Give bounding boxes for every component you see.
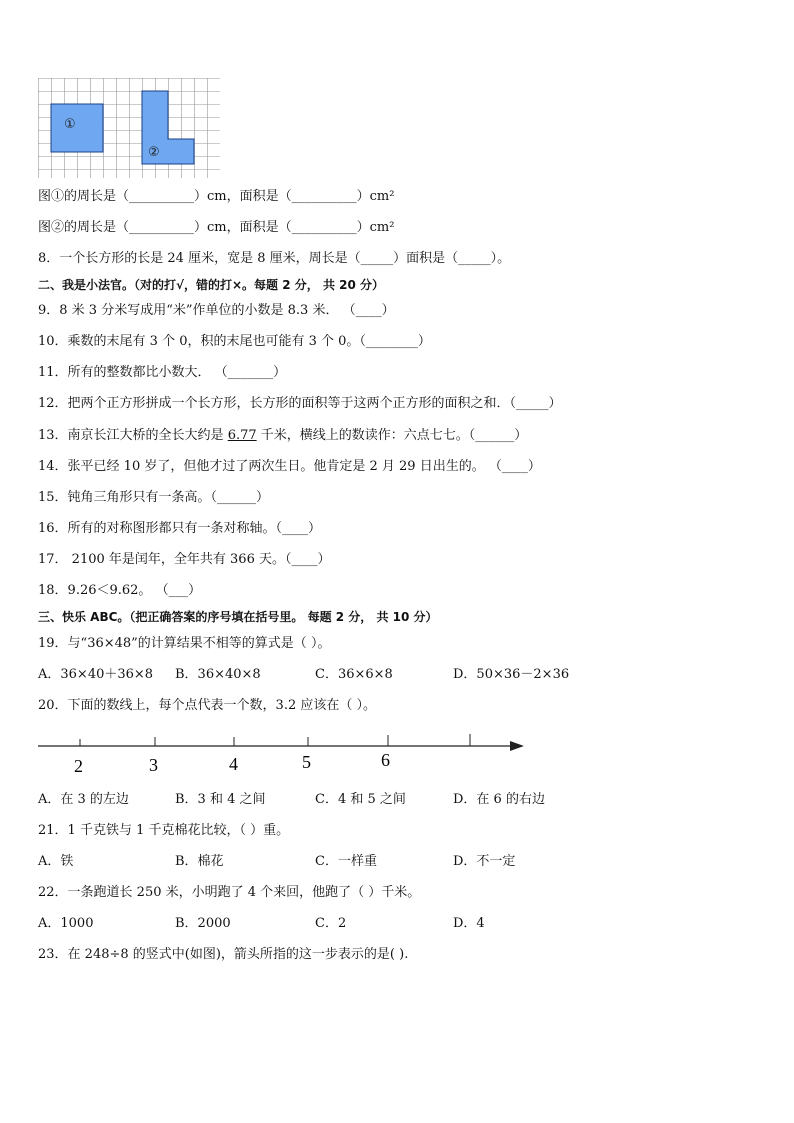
grid-figure: [38, 78, 220, 178]
q20-option-d: D．在 6 的右边: [453, 792, 545, 807]
q19-option-d: D．50×36－2×36: [453, 667, 570, 682]
label-2: 2: [74, 756, 83, 776]
question-9: 9．8 米 3 分米写成用“米”作单位的小数是 8.3 米． （____）: [38, 303, 395, 318]
question-18: 18．9.26＜9.62。 （___）: [38, 583, 202, 598]
question-19: 19．与“36×48”的计算结果不相等的算式是（ ）。: [38, 636, 331, 651]
section-2-heading: 二、我是小法官。（对的打√，错的打×。每题 2 分， 共 20 分）: [38, 278, 384, 292]
q21-option-b: B．棉花: [175, 854, 224, 869]
section-3-heading: 三、快乐 ABC。（把正确答案的序号填在括号里。 每题 2 分， 共 10 分）: [38, 610, 438, 624]
figure2-question: 图②的周长是（__________）cm，面积是（__________）cm²: [38, 220, 395, 235]
label-6: 6: [381, 750, 390, 770]
shape-1: [51, 104, 103, 152]
shape-1-label: ①: [64, 117, 76, 132]
question-16: 16．所有的对称图形都只有一条对称轴。（____）: [38, 521, 322, 536]
number-line: [38, 726, 528, 776]
question-10: 10．乘数的末尾有 3 个 0，积的末尾也可能有 3 个 0。（________）: [38, 334, 431, 349]
underlined-number: 6.77: [227, 428, 257, 443]
q19-option-b: B．36×40×8: [175, 667, 261, 682]
question-14: 14．张平已经 10 岁了，但他才过了两次生日。他肯定是 2 月 29 日出生的。 （____）: [38, 459, 541, 474]
question-13: 13．南京长江大桥的全长大约是 6.77 千米，横线上的数读作：六点七七。（______）: [38, 428, 528, 443]
q21-option-a: A．铁: [38, 854, 74, 869]
question-11: 11．所有的整数都比小数大． （_______）: [38, 365, 287, 380]
q20-option-a: A．在 3 的左边: [38, 792, 129, 807]
question-17: 17． 2100 年是闰年，全年共有 366 天。（____）: [38, 552, 331, 567]
question-20: 20．下面的数线上，每个点代表一个数，3.2 应该在（ ）。: [38, 698, 376, 713]
q21-option-d: D．不一定: [453, 854, 516, 869]
q19-option-a: A．36×40＋36×8: [38, 667, 154, 682]
question-8: 8．一个长方形的长是 24 厘米，宽是 8 厘米，周长是（_____）面积是（_____）。: [38, 251, 511, 266]
q19-option-c: C．36×6×8: [315, 667, 393, 682]
label-5: 5: [302, 752, 311, 772]
shape-2-label: ②: [148, 145, 160, 160]
q20-option-c: C．4 和 5 之间: [315, 792, 406, 807]
question-21: 21．1 千克铁与 1 千克棉花比较，（ ）重。: [38, 823, 290, 838]
q21-option-c: C．一样重: [315, 854, 377, 869]
q22-option-d: D．4: [453, 916, 485, 931]
label-3: 3: [149, 755, 158, 775]
label-4: 4: [229, 754, 238, 774]
q20-option-b: B．3 和 4 之间: [175, 792, 266, 807]
question-23: 23．在 248÷8 的竖式中(如图)，箭头所指的这一步表示的是( ).: [38, 947, 409, 962]
q22-option-a: A．1000: [38, 916, 94, 931]
q22-option-c: C．2: [315, 916, 347, 931]
figure1-question: 图①的周长是（__________）cm，面积是（__________）cm²: [38, 189, 395, 204]
number-line-arrow: [510, 741, 524, 751]
question-12: 12．把两个正方形拼成一个长方形，长方形的面积等于这两个正方形的面积之和．（_____）: [38, 396, 562, 411]
q22-option-b: B．2000: [175, 916, 231, 931]
question-15: 15．钝角三角形只有一条高。（______）: [38, 490, 270, 505]
question-22: 22．一条跑道长 250 米，小明跑了 4 个来回，他跑了（ ）千米。: [38, 885, 421, 900]
